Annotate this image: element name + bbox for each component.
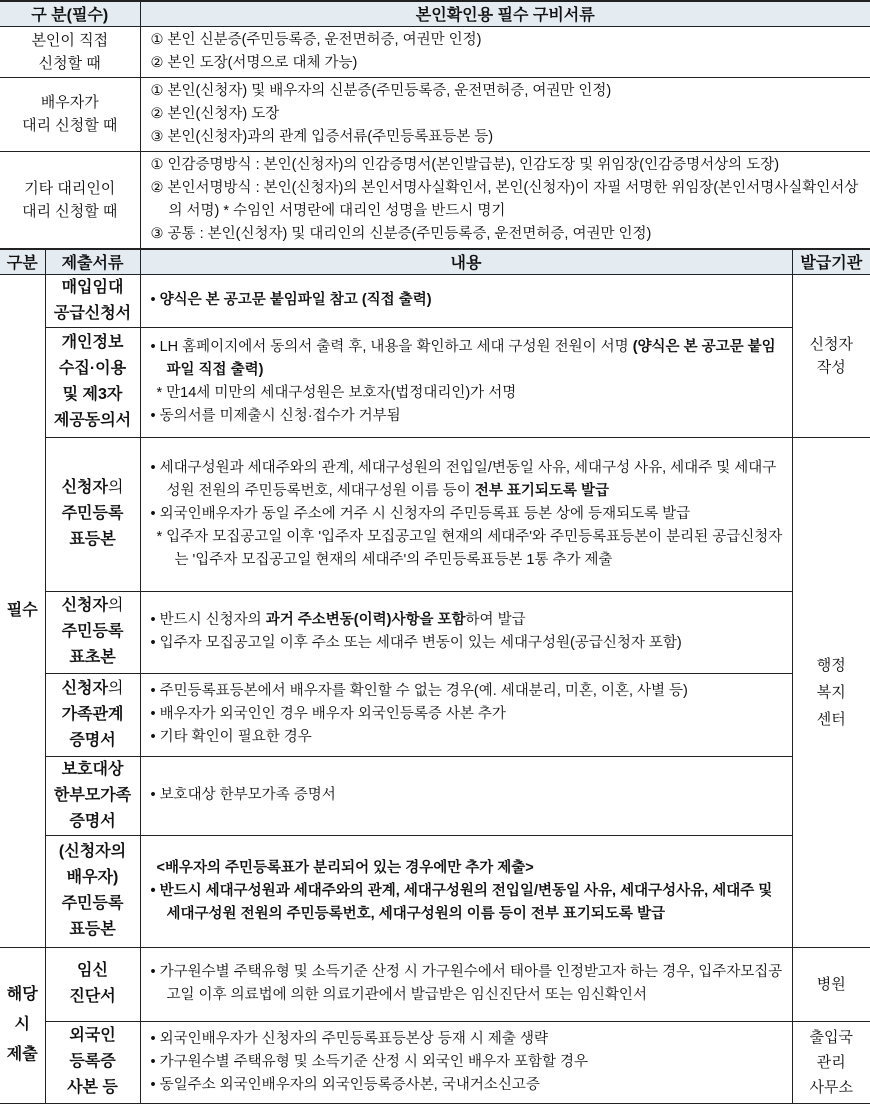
doc-name <box>45 673 140 756</box>
doc-name-segment: 의 <box>107 679 124 697</box>
text-segment: 양식은 본 공고문 붙임파일 참고 (직접 출력) <box>159 292 432 308</box>
doc-name <box>45 327 140 437</box>
text-segment: ① 본인 신분증(주민등록증, 운전면허증, 여권만 인정) <box>150 31 482 48</box>
text-segment: ③ 공통 : 본인(신청자) 및 대리인의 신분증(주민등록증, 운전면허증, 여권만 인정) <box>150 225 652 242</box>
case-docs <box>140 77 870 151</box>
issuer-self: 신청자 작성 <box>792 274 870 437</box>
bullet-line <box>151 1028 786 1051</box>
bullet-line <box>151 457 786 503</box>
doc-name-segment: 주민등록 표등본 <box>61 505 124 548</box>
doc-name-segment: 가족관계 증명서 <box>61 705 124 749</box>
doc-name-segment: (신청자의 배우자) 주민등록 표등본 <box>58 843 127 938</box>
header-category: 구 분(필수) <box>0 1 140 26</box>
doc-name <box>45 437 140 591</box>
doc-name <box>45 591 140 673</box>
group-conditional: 해당 시 제출 <box>0 947 45 1103</box>
numbered-line <box>151 103 865 126</box>
numbered-line <box>151 80 865 103</box>
bullet-line <box>151 632 786 655</box>
text-segment: ② 본인 도장(서명으로 대체 가능) <box>150 54 358 71</box>
doc-content <box>140 756 792 835</box>
text-segment: • 가구원수별 주택유형 및 소득기준 산정 시 가구원수에서 태아를 인정받고자 하는 경우, 입주자모집공고일 이후 의료법에 의한 의료기관에서 발급받은 임신진단서 또는 임신확인서 <box>150 964 783 1003</box>
doc-name-segment: 주민등록 표초본 <box>61 623 124 666</box>
case-label: 기타 대리인이 대리 신청할 때 <box>0 151 140 248</box>
text-segment: * 만14세 미만의 세대구성원은 보호자(법정대리인)가 서명 <box>156 385 517 401</box>
doc-name-segment: 외국인 등록증 사본 등 <box>67 1027 118 1096</box>
doc-name-segment: 매입임대 공급신청서 <box>53 278 132 322</box>
text-segment: 과거 주소변동(이력)사항을 포함 <box>265 612 466 628</box>
text-segment: • 가구원수별 주택유형 및 소득기준 산정 시 외국인 배우자 포함할 경우 <box>150 1053 589 1070</box>
bullet-line <box>151 857 786 880</box>
bullet-line <box>151 961 786 1007</box>
submission-docs-table <box>0 249 870 1104</box>
doc-content <box>140 327 792 437</box>
numbered-line <box>151 154 865 177</box>
doc-name-segment: 신청자 <box>61 597 108 614</box>
text-segment: • <box>150 292 160 308</box>
issuer-hospital: 병원 <box>792 947 870 1021</box>
text-segment: 전부 표기되도록 발급 <box>474 482 609 499</box>
bullet-line <box>151 609 786 632</box>
identity-docs-table <box>0 0 870 249</box>
text-segment: • 기타 확인이 필요한 경우 <box>150 729 312 745</box>
bullet-line <box>151 1051 786 1074</box>
text-segment: • 동의서를 미제출시 신청·접수가 거부됨 <box>150 408 401 424</box>
bullet-line <box>151 405 786 428</box>
doc-name-segment: 개인정보 수집·이용 및 제3자 제공동의서 <box>53 334 132 429</box>
doc-content <box>140 835 792 947</box>
case-label: 배우자가 대리 신청할 때 <box>0 77 140 151</box>
doc-content <box>140 673 792 756</box>
numbered-line <box>151 126 865 149</box>
text-segment: • 동일주소 외국인배우자의 외국인등록증사본, 국내거소신고증 <box>150 1076 540 1093</box>
text-segment: • LH 홈페이지에서 동의서 출력 후, 내용을 확인하고 세대 구성원 전원이 서명 <box>150 339 633 355</box>
text-segment: • 반드시 세대구성원과 세대주와의 관계, 세대구성원의 전입일/변동일 사유, 세대구성사유, 세대주 및 세대구성원 전원의 주민등록번호, 세대구성원의 이름 등이 전부 표기되도록 발급 <box>150 882 773 922</box>
text-segment: • 외국인배우자가 신청자의 주민등록표등본상 등재 시 제출 생략 <box>150 1030 548 1047</box>
text-segment: ① 인감증명방식 : 본인(신청자)의 인감증명서(본인발급분), 인감도장 및 위임장(인감증명서상의 도장) <box>150 156 780 173</box>
bullet-line <box>151 726 786 749</box>
text-segment: 하여 발급 <box>465 612 526 628</box>
case-label: 본인이 직접 신청할 때 <box>0 26 140 77</box>
text-segment: • 입주자 모집공고일 이후 주소 또는 세대주 변동이 있는 세대구성원(공급신청자 포함) <box>150 635 682 651</box>
doc-name <box>45 835 140 947</box>
numbered-line <box>151 177 865 223</box>
header-group: 구분 <box>0 249 45 274</box>
doc-content <box>140 947 792 1021</box>
text-segment: • 외국인배우자가 동일 주소에 거주 시 신청자의 주민등록표 등본 상에 등재되도록 발급 <box>150 505 691 522</box>
doc-name-segment: 신청자 <box>61 479 108 496</box>
header-issuer: 발급기관 <box>792 249 870 274</box>
text-segment: <배우자의 주민등록표가 분리되어 있는 경우에만 추가 제출> <box>156 859 534 876</box>
bullet-line <box>151 503 786 526</box>
header-content: 내용 <box>140 249 792 274</box>
bullet-line <box>151 784 786 807</box>
header-required-docs: 본인확인용 필수 구비서류 <box>140 1 870 26</box>
doc-content <box>140 1021 792 1103</box>
note-line <box>151 382 786 405</box>
case-docs <box>140 26 870 77</box>
group-required: 필수 <box>0 274 45 947</box>
bullet-line <box>151 1074 786 1097</box>
text-segment: • 보호대상 한부모가족 증명서 <box>150 787 336 803</box>
doc-content <box>140 274 792 327</box>
note-line <box>151 526 786 572</box>
doc-name-segment: 의 <box>107 479 124 496</box>
text-segment: • 반드시 신청자의 <box>150 612 266 628</box>
issuer-immigration: 출입국 관리 사무소 <box>792 1021 870 1103</box>
doc-name <box>45 947 140 1021</box>
doc-name <box>45 1021 140 1103</box>
bullet-line <box>151 703 786 726</box>
doc-name <box>45 274 140 327</box>
text-segment: (양식은 본 공고문 붙임파일 직접 출력) <box>166 339 776 378</box>
header-document: 제출서류 <box>45 249 140 274</box>
numbered-line <box>151 29 865 52</box>
text-segment: ② 본인서명방식 : 본인(신청자)의 본인서명사실확인서, 본인(신청자)이 자필 서명한 위임장(본인서명사실확인서상의 서명) * 수임인 서명란에 대리인 성명을 반드시 명기 <box>150 179 859 219</box>
text-segment: ② 본인(신청자) 도장 <box>150 105 280 122</box>
text-segment: ③ 본인(신청자)과의 관계 입증서류(주민등록표등본 등) <box>150 128 494 145</box>
bullet-line <box>151 289 786 312</box>
text-segment: • 주민등록표등본에서 배우자를 확인할 수 없는 경우(예. 세대분리, 미혼, 이혼, 사별 등) <box>150 683 688 699</box>
text-segment: ① 본인(신청자) 및 배우자의 신분증(주민등록증, 운전면허증, 여권만 인정) <box>150 82 612 99</box>
doc-name-segment: 신청자 <box>61 679 108 697</box>
text-segment: * 입주자 모집공고일 이후 '입주자 모집공고일 현재의 세대주'와 주민등록표등본이 분리된 공급신청자는 '입주자 모집공고일 현재의 세대주'의 주민등록표등본 1통 추가 제출 <box>156 528 783 568</box>
numbered-line <box>151 52 865 75</box>
doc-name <box>45 756 140 835</box>
doc-content <box>140 591 792 673</box>
numbered-line <box>151 223 865 246</box>
text-segment: • 배우자가 외국인인 경우 배우자 외국인등록증 사본 추가 <box>150 706 506 722</box>
doc-name-segment: 보호대상 한부모가족 증명서 <box>53 760 132 830</box>
bullet-line <box>151 336 786 382</box>
bullet-line <box>151 880 786 926</box>
issuer-admin-center: 행정 복지 센터 <box>792 437 870 947</box>
bullet-line <box>151 680 786 703</box>
doc-name-segment: 의 <box>107 597 124 614</box>
case-docs <box>140 151 870 248</box>
doc-content <box>140 437 792 591</box>
doc-name-segment: 임신 진단서 <box>69 962 116 1005</box>
text-segment: • 세대구성원과 세대주와의 관계, 세대구성원의 전입일/변동일 사유, 세대구성 사유, 세대주 및 세대구성원 전원의 주민등록번호, 세대구성원 이름 등이 <box>150 459 777 499</box>
